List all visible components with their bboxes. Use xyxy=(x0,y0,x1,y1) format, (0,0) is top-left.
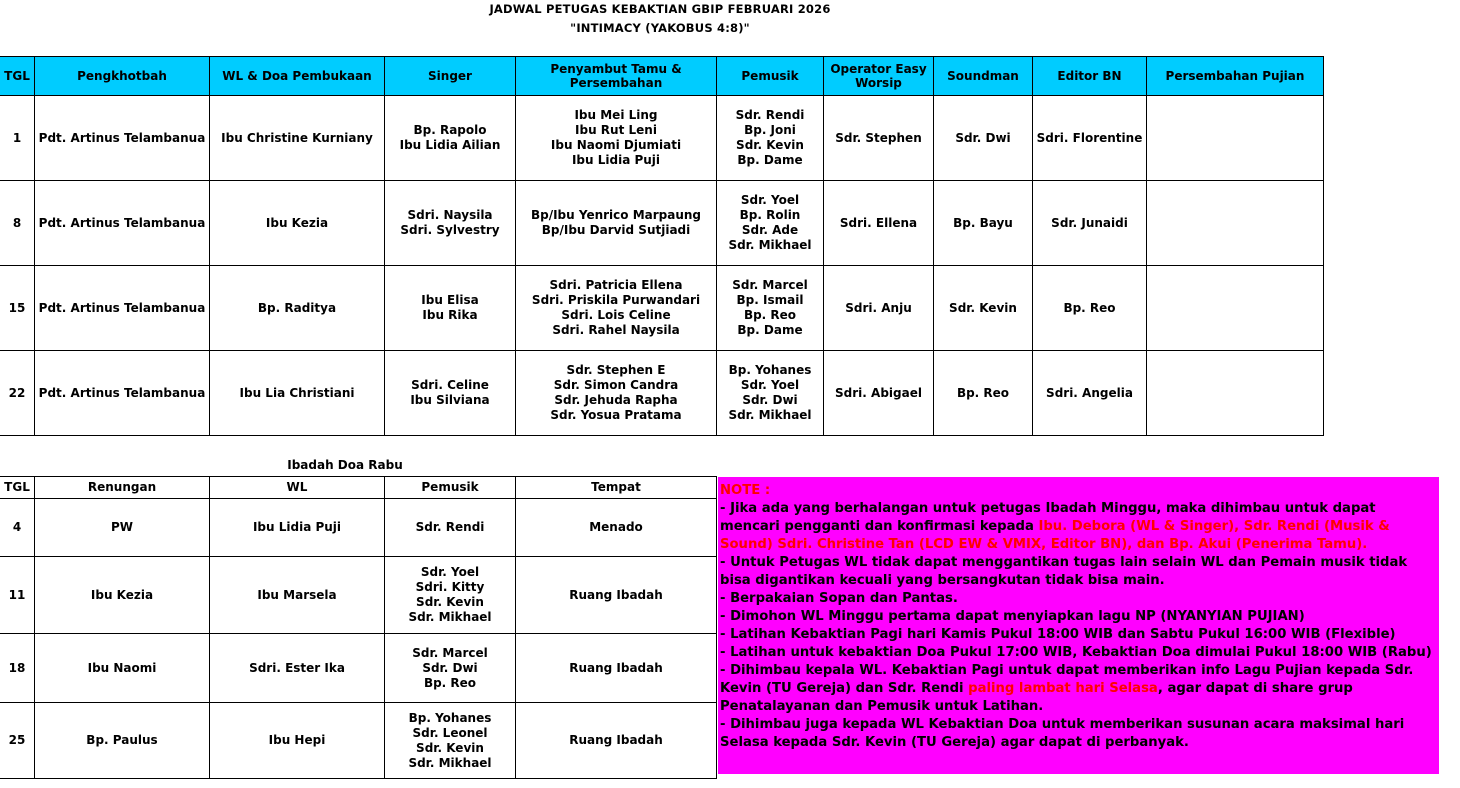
cell-pemusik xyxy=(717,351,824,436)
cell-penyambut xyxy=(516,266,717,351)
cell-penyambut-line: Sdr. Yosua Pratama xyxy=(550,408,682,422)
cell-pemusik-line: Sdr. Mikhael xyxy=(728,238,812,252)
column-header: Tempat xyxy=(516,477,717,499)
cell-pemusik-line: Sdr. Rendi xyxy=(735,108,805,122)
cell-pemusik xyxy=(385,634,516,703)
column-header: Editor BN xyxy=(1033,57,1147,96)
column-header: Soundman xyxy=(934,57,1033,96)
note-item: - Untuk Petugas WL tidak dapat menggantikan tugas lain selain WL dan Pemain musik tidak bisa digantikan kecuali yang bersangkutan tidak bisa main. xyxy=(720,555,1408,588)
cell-operator: Sdri. Ellena xyxy=(824,181,934,266)
cell-pemusik-line: Sdri. Kitty xyxy=(415,580,485,594)
wednesday-title: Ibadah Doa Rabu xyxy=(287,458,403,472)
column-header: TGL xyxy=(0,57,35,96)
cell-persembahan-pujian xyxy=(1147,351,1324,436)
table-row xyxy=(0,96,1324,181)
cell-pemusik-line: Bp. Dame xyxy=(737,153,803,167)
note-box xyxy=(718,477,1439,774)
cell-penyambut-line: Ibu Lidia Puji xyxy=(571,153,661,167)
note-item: - Dihimbau kepala WL. Kebaktian Pagi untuk dapat memberikan info Lagu Pujian kepada Sdr. Kevin (TU Gereja) dan Sdr. Rendi paling lambat hari Selasa, agar dapat di share grup Penatalayanan dan Pemusik untuk Latihan. xyxy=(720,663,1414,714)
cell-editor: Sdri. Angelia xyxy=(1033,351,1147,436)
cell-pemusik-line: Sdr. Rendi xyxy=(415,520,485,534)
column-header: TGL xyxy=(0,477,35,499)
cell-wl: Ibu Lidia Puji xyxy=(210,499,385,557)
cell-wl: Sdri. Ester Ika xyxy=(210,634,385,703)
note-item: - Jika ada yang berhalangan untuk petugas Ibadah Minggu, maka dihimbau untuk dapat mencari pengganti dan konfirmasi kepada Ibu. Debora (WL & Singer), Sdr. Rendi (Musik & Sound) Sdri. Christine Tan (LCD EW & VMIX, Editor BN), dan Bp. Akui (Penerima Tamu). xyxy=(720,501,1390,552)
cell-singer-line: Ibu Rika xyxy=(422,308,478,322)
table-row xyxy=(0,266,1324,351)
cell-tempat: Ruang Ibadah xyxy=(516,557,717,634)
note-item: - Latihan Kebaktian Pagi hari Kamis Pukul 18:00 WIB dan Sabtu Pukul 16:00 WIB (Flexible) xyxy=(720,627,1396,642)
column-header: WL & Doa Pembukaan xyxy=(210,57,385,96)
cell-pemusik xyxy=(717,96,824,181)
cell-penyambut-line: Sdri. Priskila Purwandari xyxy=(531,293,701,307)
cell-pemusik xyxy=(385,499,516,557)
column-header: Renungan xyxy=(35,477,210,499)
cell-penyambut-line: Sdr. Jehuda Rapha xyxy=(554,393,678,407)
column-header: Penyambut Tamu & Persembahan xyxy=(516,57,717,96)
cell-tgl: 11 xyxy=(0,557,35,634)
cell-pemusik-line: Sdr. Yoel xyxy=(740,193,800,207)
cell-pemusik-line: Sdr. Ade xyxy=(741,223,799,237)
cell-singer xyxy=(385,351,516,436)
cell-pengkhotbah: Pdt. Artinus Telambanua xyxy=(35,181,210,266)
cell-tempat: Ruang Ibadah xyxy=(516,703,717,779)
cell-editor: Sdr. Junaidi xyxy=(1033,181,1147,266)
cell-persembahan-pujian xyxy=(1147,181,1324,266)
cell-pemusik-line: Bp. Yohanes xyxy=(408,710,492,725)
cell-pemusik-line: Sdr. Kevin xyxy=(416,740,484,755)
cell-singer-line: Sdri. Celine xyxy=(411,378,489,392)
cell-singer-line: Ibu Elisa xyxy=(421,293,479,307)
cell-penyambut xyxy=(516,181,717,266)
column-header: Persembahan Pujian xyxy=(1147,57,1324,96)
cell-singer xyxy=(385,181,516,266)
cell-tempat: Ruang Ibadah xyxy=(516,634,717,703)
cell-editor: Sdri. Florentine xyxy=(1033,96,1147,181)
note-item: - Berpakaian Sopan dan Pantas. xyxy=(720,591,958,606)
cell-pengkhotbah: Pdt. Artinus Telambanua xyxy=(35,266,210,351)
cell-pemusik-line: Bp. Dame xyxy=(737,323,803,337)
cell-soundman: Sdr. Dwi xyxy=(934,96,1033,181)
cell-pemusik-line: Sdr. Marcel xyxy=(412,645,488,660)
cell-pengkhotbah: Pdt. Artinus Telambanua xyxy=(35,96,210,181)
cell-tgl: 18 xyxy=(0,634,35,703)
cell-pemusik-line: Sdr. Dwi xyxy=(742,393,798,407)
cell-soundman: Bp. Bayu xyxy=(934,181,1033,266)
cell-pemusik-line: Bp. Yohanes xyxy=(728,363,812,377)
cell-pemusik-line: Sdr. Mikhael xyxy=(728,408,812,422)
column-header: Pengkhotbah xyxy=(35,57,210,96)
cell-wl: Ibu Hepi xyxy=(210,703,385,779)
cell-pemusik-line: Sdr. Marcel xyxy=(732,278,808,292)
column-header: WL xyxy=(210,477,385,499)
sunday-schedule-table xyxy=(0,56,1324,436)
cell-singer-line: Sdri. Sylvestry xyxy=(400,223,500,237)
cell-persembahan-pujian xyxy=(1147,96,1324,181)
cell-wl: Ibu Marsela xyxy=(210,557,385,634)
column-header: Pemusik xyxy=(717,57,824,96)
table-row xyxy=(0,351,1324,436)
cell-singer xyxy=(385,96,516,181)
page-subtitle: "INTIMACY (YAKOBUS 4:8)" xyxy=(570,21,750,35)
cell-pemusik-line: Sdr. Mikhael xyxy=(408,610,492,624)
cell-renungan: PW xyxy=(35,499,210,557)
cell-wl: Ibu Christine Kurniany xyxy=(210,96,385,181)
cell-renungan: Ibu Kezia xyxy=(35,557,210,634)
note-item: - Latihan untuk kebaktian Doa Pukul 17:00 WIB, Kebaktian Doa dimulai Pukul 18:00 WIB (Rabu) xyxy=(720,645,1432,660)
cell-pemusik-line: Sdr. Mikhael xyxy=(408,755,492,770)
cell-pemusik xyxy=(717,266,824,351)
cell-pemusik-line: Sdr. Leonel xyxy=(412,725,488,740)
cell-tgl: 25 xyxy=(0,703,35,779)
cell-singer xyxy=(385,266,516,351)
cell-penyambut-line: Sdri. Rahel Naysila xyxy=(552,323,680,337)
cell-pemusik xyxy=(385,703,516,779)
cell-penyambut-line: Sdri. Patricia Ellena xyxy=(549,278,683,292)
cell-soundman: Sdr. Kevin xyxy=(934,266,1033,351)
cell-tgl: 15 xyxy=(0,266,35,351)
cell-pemusik-line: Sdr. Kevin xyxy=(736,138,804,152)
note-deadline: paling lambat hari Selasa xyxy=(968,681,1158,696)
cell-tgl: 8 xyxy=(0,181,35,266)
column-header: Singer xyxy=(385,57,516,96)
cell-penyambut-line: Ibu Rut Leni xyxy=(575,123,657,137)
cell-operator: Sdri. Abigael xyxy=(824,351,934,436)
cell-pemusik-line: Bp. Reo xyxy=(423,675,477,690)
cell-pemusik-line: Bp. Joni xyxy=(744,123,796,137)
cell-pemusik-line: Sdr. Kevin xyxy=(416,595,484,609)
cell-pemusik-line: Bp. Reo xyxy=(743,308,797,322)
cell-tgl: 1 xyxy=(0,96,35,181)
cell-tgl: 4 xyxy=(0,499,35,557)
column-header: Operator Easy Worsip xyxy=(824,57,934,96)
cell-penyambut-line: Ibu Naomi Djumiati xyxy=(550,138,682,152)
cell-penyambut-line: Ibu Mei Ling xyxy=(574,108,658,122)
table-row xyxy=(0,181,1324,266)
cell-pemusik-line: Bp. Rolin xyxy=(739,208,801,222)
cell-singer-line: Sdri. Naysila xyxy=(407,208,493,222)
note-item: - Dimohon WL Minggu pertama dapat menyiapkan lagu NP (NYANYIAN PUJIAN) xyxy=(720,609,1305,624)
cell-singer-line: Bp. Rapolo xyxy=(413,123,487,137)
cell-renungan: Ibu Naomi xyxy=(35,634,210,703)
cell-pemusik-line: Sdr. Yoel xyxy=(740,378,800,392)
cell-pemusik xyxy=(385,557,516,634)
cell-singer-line: Ibu Lidia Ailian xyxy=(399,138,501,152)
cell-pemusik-line: Sdr. Yoel xyxy=(420,565,480,579)
table-row xyxy=(0,703,717,779)
cell-penyambut xyxy=(516,96,717,181)
cell-pemusik xyxy=(717,181,824,266)
cell-wl: Bp. Raditya xyxy=(210,266,385,351)
cell-renungan: Bp. Paulus xyxy=(35,703,210,779)
cell-persembahan-pujian xyxy=(1147,266,1324,351)
cell-pemusik-line: Bp. Ismail xyxy=(736,293,804,307)
cell-penyambut-line: Bp/Ibu Yenrico Marpaung xyxy=(530,208,702,222)
column-header: Pemusik xyxy=(385,477,516,499)
cell-penyambut-line: Sdri. Lois Celine xyxy=(561,308,671,322)
page-title: JADWAL PETUGAS KEBAKTIAN GBIP FEBRUARI 2026 xyxy=(489,2,831,16)
note-heading: NOTE : xyxy=(720,483,771,498)
cell-operator: Sdri. Anju xyxy=(824,266,934,351)
wednesday-schedule-table xyxy=(0,476,717,779)
cell-penyambut-line: Sdr. Simon Candra xyxy=(553,378,679,392)
note-item: - Dihimbau juga kepada WL Kebaktian Doa untuk memberikan susunan acara maksimal hari Selasa kepada Sdr. Kevin (TU Gereja) agar dapat di perbanyak. xyxy=(720,717,1405,750)
table-row xyxy=(0,499,717,557)
cell-singer-line: Ibu Silviana xyxy=(410,393,490,407)
cell-penyambut-line: Bp/Ibu Darvid Sutjiadi xyxy=(541,223,691,237)
cell-pemusik-line: Sdr. Dwi xyxy=(422,660,478,675)
cell-wl: Ibu Kezia xyxy=(210,181,385,266)
cell-soundman: Bp. Reo xyxy=(934,351,1033,436)
cell-operator: Sdr. Stephen xyxy=(824,96,934,181)
table-row xyxy=(0,557,717,634)
cell-penyambut-line: Sdr. Stephen E xyxy=(566,363,666,377)
cell-pengkhotbah: Pdt. Artinus Telambanua xyxy=(35,351,210,436)
cell-tempat: Menado xyxy=(516,499,717,557)
note-contacts: Ibu. Debora (WL & Singer), Sdr. Rendi (Musik & Sound) Sdri. Christine Tan (LCD EW & VMIX, Editor BN), dan Bp. Akui (Penerima Tamu). xyxy=(720,519,1390,552)
table-row xyxy=(0,634,717,703)
cell-tgl: 22 xyxy=(0,351,35,436)
cell-penyambut xyxy=(516,351,717,436)
cell-wl: Ibu Lia Christiani xyxy=(210,351,385,436)
cell-editor: Bp. Reo xyxy=(1033,266,1147,351)
